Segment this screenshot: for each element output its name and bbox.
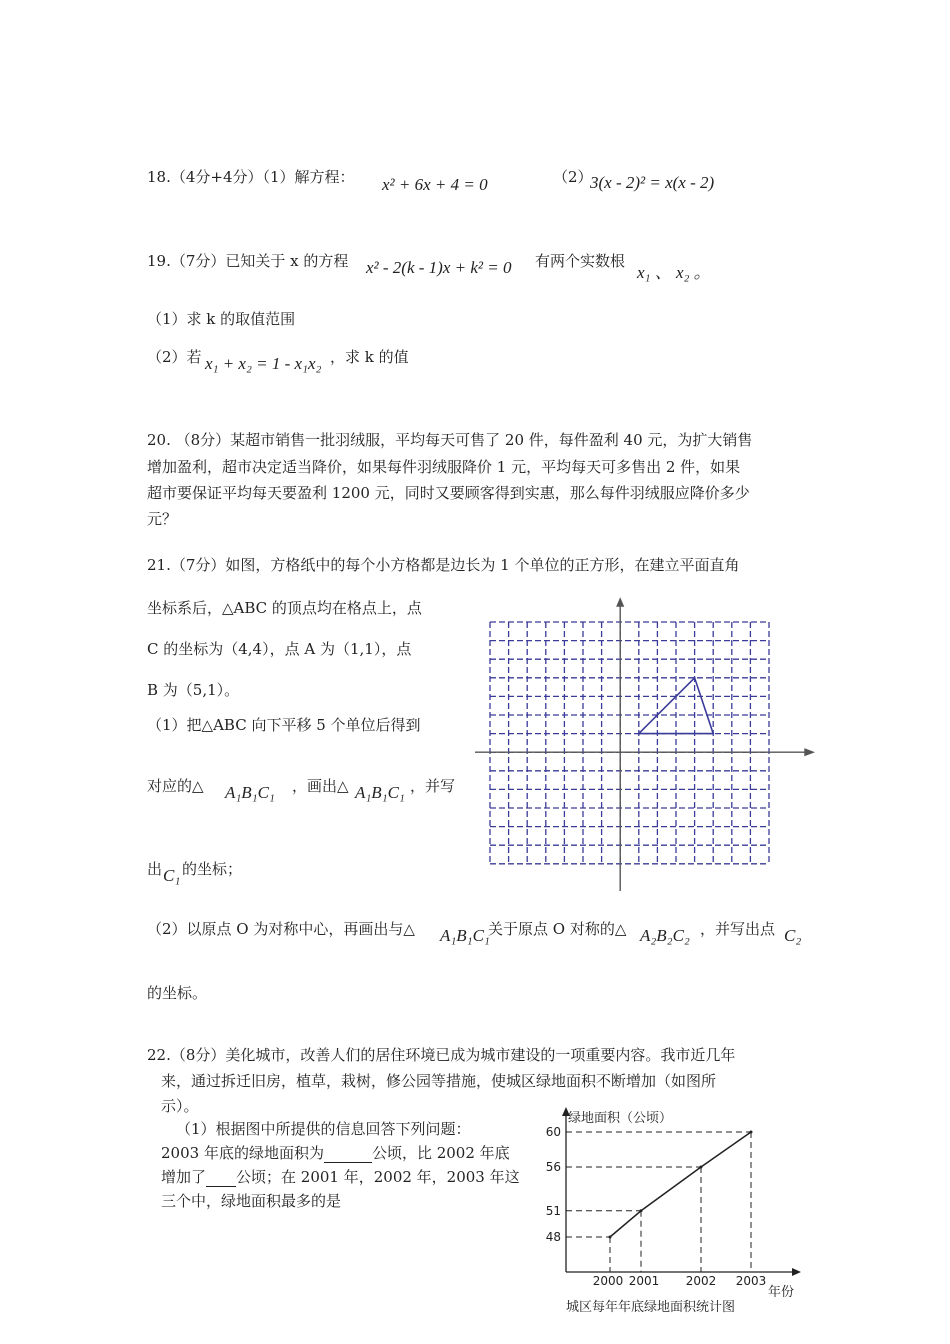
q18-equation-1: x² + 6x + 4 = 0 [382,175,488,194]
coordinate-grid-figure [470,596,815,896]
q22-line-5 [161,1166,520,1187]
q22-line-5b: 公顷；在 2001 年，2002 年，2003 年这 [236,1168,520,1186]
x-tick-label: 2001 [628,1274,660,1288]
q21-line-1: 坐标系后，△ABC 的顶点均在格点上，点 [147,599,422,617]
x-axis-arrow [792,1268,801,1276]
q20-line-3: 超市要保证平均每天要盈利 1200 元，同时又要顾客得到实惠，那么每件羽绒服应降价多少 [147,484,750,502]
q21-line-7a: （2）以原点 O 为对称中心，再画出与△ [147,920,415,938]
q21-line-8: 的坐标。 [147,984,208,1002]
q22-line-0: 22.（8分）美化城市，改善人们的居住环境已成为城市建设的一项重要内容。我市近几年 [147,1046,736,1064]
data-point [640,1209,643,1212]
q22-line-2: 示）。 [161,1097,199,1115]
y-tick-label: 48 [545,1230,561,1244]
answer-blank-2[interactable] [206,1168,236,1187]
x-tick-label: 2002 [685,1274,717,1288]
q20-line-4: 元？ [147,510,178,528]
axes [475,599,813,891]
q19-roots: x₁ 、 x₂ 。 [637,263,711,282]
x-tick-label: 2000 [592,1274,624,1288]
x-tick-label: 2003 [735,1274,767,1288]
answer-blank-1[interactable] [324,1144,372,1163]
y-axis-label: 绿地面积（公顷） [568,1111,673,1126]
q19-part2-equation: x₁ + x₂ = 1 - x₁x₂ [205,354,322,373]
q22-line-1: 来，通过拆迁旧房，植草，栽树，修公园等措施，使城区绿地面积不断增加（如图所 [161,1072,717,1090]
y-tick-label: 51 [545,1203,561,1218]
x-axis-label: 年份 [768,1285,795,1300]
q21-line-5a: 对应的△ [147,777,204,795]
x-axis-arrow [805,749,813,755]
series-line [610,1132,751,1237]
q22-line-6: 三个中，绿地面积最多的是 [161,1192,342,1210]
q21-line-5c: ，并写 [410,777,456,795]
data-point [750,1131,753,1134]
y-axis-arrow [617,599,623,606]
q21-triangle-a1b1c1-c: A₁B₁C₁ [440,926,490,945]
q21-line-6b: 的坐标； [182,860,243,878]
q21-line-2: C 的坐标为（4,4），点 A 为（1,1），点 [147,640,412,658]
q21-triangle-a1b1c1: A₁B₁C₁ [225,783,275,802]
q21-line-7b: 关于原点 O 对称的△ [488,920,627,938]
q21-point-c2: C₂ [784,926,802,945]
q18-equation-2: 3(x - 2)² = x(x - 2) [590,173,715,192]
data-point [609,1236,612,1239]
chart-root [546,1107,801,1315]
q21-line-3: B 为（5,1）。 [147,681,240,699]
q21-line-4: （1）把△ABC 向下平移 5 个单位后得到 [147,716,421,734]
q21-line-0: 21.（7分）如图，方格纸中的每个小方格都是边长为 1 个单位的正方形，在建立平面直角 [147,556,740,574]
q21-point-c1: C₁ [163,866,181,885]
grid-lines [490,622,769,864]
data-point [700,1166,703,1169]
q21-line-5b: ，画出△ [292,777,349,795]
q22-line-4a: 2003 年底的绿地面积为 [161,1144,324,1162]
q21-line-7c: ，并写出点 [700,920,776,938]
q22-line-4b: 公顷，比 2002 年底 [371,1144,510,1162]
y-tick-label: 60 [545,1125,561,1139]
q21-line-6a: 出 [147,860,163,878]
q22-line-4 [161,1142,510,1163]
q19-part1: （1）求 k 的取值范围 [147,310,296,328]
q21-triangle-a2b2c2: A₂B₂C₂ [640,926,690,945]
q19-mid: 有两个实数根 [535,252,626,270]
q19-prefix: 19.（7分）已知关于 x 的方程 [147,252,349,270]
q22-line-5a: 增加了 [161,1168,207,1186]
q18-part2-label: （2） [553,168,593,186]
q22-line-3: （1）根据图中所提供的信息回答下列问题： [176,1120,471,1138]
q20-line-1: 20. （8分）某超市销售一批羽绒服，平均每天可售了 20 件，每件盈利 40 元，为扩大销售 [147,431,753,449]
q18-prefix: 18.（4分+4分）（1）解方程： [147,168,355,186]
q20-line-2: 增加盈利，超市决定适当降价，如果每件羽绒服降价 1 元，平均每天可多售出 2 件，如果 [147,458,741,476]
q19-equation: x² - 2(k - 1)x + k² = 0 [366,258,512,277]
y-tick-label: 56 [545,1160,561,1174]
green-area-line-chart [530,1100,820,1315]
q21-triangle-a1b1c1-b: A₁B₁C₁ [355,783,405,802]
chart-title: 城区每年年底绿地面积统计图 [566,1300,736,1315]
q19-part2-suffix: ，求 k 的值 [330,348,409,366]
q19-part2-prefix: （2）若 [147,348,202,366]
